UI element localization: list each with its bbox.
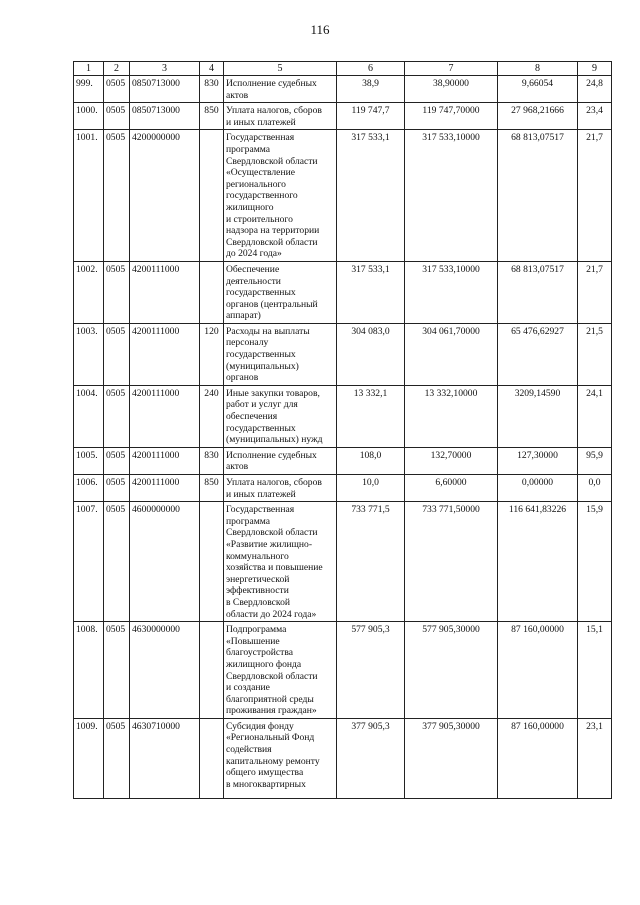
value-col-8: 68 813,07517 (498, 130, 578, 262)
value-col-8: 3209,14590 (498, 385, 578, 447)
table-row (74, 103, 612, 130)
expense-type-code: 850 (200, 103, 224, 130)
row-number: 1005. (74, 447, 104, 474)
value-col-6: 577 905,3 (337, 622, 405, 719)
expense-type-code: 830 (200, 76, 224, 103)
value-col-8: 116 641,83226 (498, 502, 578, 622)
value-col-6: 13 332,1 (337, 385, 405, 447)
value-col-6: 304 083,0 (337, 323, 405, 385)
target-article-code: 4630000000 (130, 622, 200, 719)
row-number: 1002. (74, 261, 104, 323)
target-article-code: 4200000000 (130, 130, 200, 262)
target-article-code: 4200111000 (130, 261, 200, 323)
table-row (74, 130, 612, 262)
column-header: 5 (224, 62, 337, 76)
section-code: 0505 (104, 502, 130, 622)
percent-col-9: 23,4 (578, 103, 612, 130)
row-number: 999. (74, 76, 104, 103)
value-col-7: 317 533,10000 (405, 261, 498, 323)
expense-type-code: 120 (200, 323, 224, 385)
percent-col-9: 21,5 (578, 323, 612, 385)
value-col-7: 119 747,70000 (405, 103, 498, 130)
row-number: 1006. (74, 475, 104, 502)
section-code: 0505 (104, 718, 130, 798)
target-article-code: 4200111000 (130, 447, 200, 474)
item-name: Подпрограмма «Повышение благоустройства жилищного фонда Свердловской области и создание благоприятной среды проживания граждан» (224, 622, 337, 719)
value-col-6: 119 747,7 (337, 103, 405, 130)
item-name: Уплата налогов, сборов и иных платежей (224, 103, 337, 130)
target-article-code: 4630710000 (130, 718, 200, 798)
percent-col-9: 24,8 (578, 76, 612, 103)
expense-type-code (200, 718, 224, 798)
section-code: 0505 (104, 385, 130, 447)
value-col-6: 733 771,5 (337, 502, 405, 622)
column-header: 1 (74, 62, 104, 76)
table-row (74, 475, 612, 502)
row-number: 1008. (74, 622, 104, 719)
item-name: Расходы на выплаты персоналу государственных (муниципальных) органов (224, 323, 337, 385)
target-article-code: 0850713000 (130, 103, 200, 130)
percent-col-9: 15,9 (578, 502, 612, 622)
target-article-code: 4600000000 (130, 502, 200, 622)
percent-col-9: 21,7 (578, 261, 612, 323)
section-code: 0505 (104, 622, 130, 719)
section-code: 0505 (104, 103, 130, 130)
value-col-8: 0,00000 (498, 475, 578, 502)
value-col-7: 577 905,30000 (405, 622, 498, 719)
value-col-8: 87 160,00000 (498, 622, 578, 719)
value-col-6: 10,0 (337, 475, 405, 502)
section-code: 0505 (104, 130, 130, 262)
value-col-8: 27 968,21666 (498, 103, 578, 130)
value-col-8: 68 813,07517 (498, 261, 578, 323)
column-header: 7 (405, 62, 498, 76)
section-code: 0505 (104, 261, 130, 323)
target-article-code: 4200111000 (130, 475, 200, 502)
item-name: Субсидия фонду «Региональный Фонд содействия капитальному ремонту общего имущества в многоквартирных (224, 718, 337, 798)
percent-col-9: 15,1 (578, 622, 612, 719)
value-col-6: 108,0 (337, 447, 405, 474)
value-col-7: 377 905,30000 (405, 718, 498, 798)
value-col-6: 317 533,1 (337, 261, 405, 323)
item-name: Государственная программа Свердловской области «Осуществление регионального государственного жилищного и строительного надзора на территории Свердловской области до 2024 года» (224, 130, 337, 262)
value-col-6: 38,9 (337, 76, 405, 103)
value-col-7: 304 061,70000 (405, 323, 498, 385)
budget-table (73, 61, 612, 799)
section-code: 0505 (104, 323, 130, 385)
value-col-6: 377 905,3 (337, 718, 405, 798)
row-number: 1001. (74, 130, 104, 262)
value-col-7: 13 332,10000 (405, 385, 498, 447)
percent-col-9: 95,9 (578, 447, 612, 474)
table-row (74, 76, 612, 103)
percent-col-9: 21,7 (578, 130, 612, 262)
row-number: 1009. (74, 718, 104, 798)
value-col-8: 127,30000 (498, 447, 578, 474)
value-col-7: 38,90000 (405, 76, 498, 103)
item-name: Обеспечение деятельности государственных органов (центральный аппарат) (224, 261, 337, 323)
column-header: 8 (498, 62, 578, 76)
expense-type-code (200, 130, 224, 262)
value-col-8: 9,66054 (498, 76, 578, 103)
table-row (74, 261, 612, 323)
target-article-code: 0850713000 (130, 76, 200, 103)
expense-type-code (200, 622, 224, 719)
item-name: Государственная программа Свердловской области «Развитие жилищно- коммунального хозяйства и повышение энергетической эффективности в Свердловской области до 2024 года» (224, 502, 337, 622)
expense-type-code (200, 502, 224, 622)
item-name: Иные закупки товаров, работ и услуг для обеспечения государственных (муниципальных) нужд (224, 385, 337, 447)
column-header: 2 (104, 62, 130, 76)
row-number: 1000. (74, 103, 104, 130)
expense-type-code: 830 (200, 447, 224, 474)
row-number: 1004. (74, 385, 104, 447)
value-col-6: 317 533,1 (337, 130, 405, 262)
item-name: Исполнение судебных актов (224, 447, 337, 474)
value-col-8: 87 160,00000 (498, 718, 578, 798)
header-row (74, 62, 612, 76)
value-col-8: 65 476,62927 (498, 323, 578, 385)
item-name: Уплата налогов, сборов и иных платежей (224, 475, 337, 502)
percent-col-9: 0,0 (578, 475, 612, 502)
column-header: 4 (200, 62, 224, 76)
value-col-7: 132,70000 (405, 447, 498, 474)
target-article-code: 4200111000 (130, 385, 200, 447)
percent-col-9: 24,1 (578, 385, 612, 447)
expense-type-code: 240 (200, 385, 224, 447)
table-row (74, 385, 612, 447)
column-header: 6 (337, 62, 405, 76)
section-code: 0505 (104, 447, 130, 474)
expense-type-code (200, 261, 224, 323)
row-number: 1003. (74, 323, 104, 385)
column-header: 3 (130, 62, 200, 76)
column-header: 9 (578, 62, 612, 76)
expense-type-code: 850 (200, 475, 224, 502)
item-name: Исполнение судебных актов (224, 76, 337, 103)
table-row (74, 718, 612, 798)
value-col-7: 733 771,50000 (405, 502, 498, 622)
table-row (74, 447, 612, 474)
section-code: 0505 (104, 76, 130, 103)
percent-col-9: 23,1 (578, 718, 612, 798)
page-number: 116 (310, 22, 330, 37)
table-row (74, 622, 612, 719)
table-row (74, 323, 612, 385)
value-col-7: 6,60000 (405, 475, 498, 502)
target-article-code: 4200111000 (130, 323, 200, 385)
row-number: 1007. (74, 502, 104, 622)
table-row (74, 502, 612, 622)
section-code: 0505 (104, 475, 130, 502)
value-col-7: 317 533,10000 (405, 130, 498, 262)
